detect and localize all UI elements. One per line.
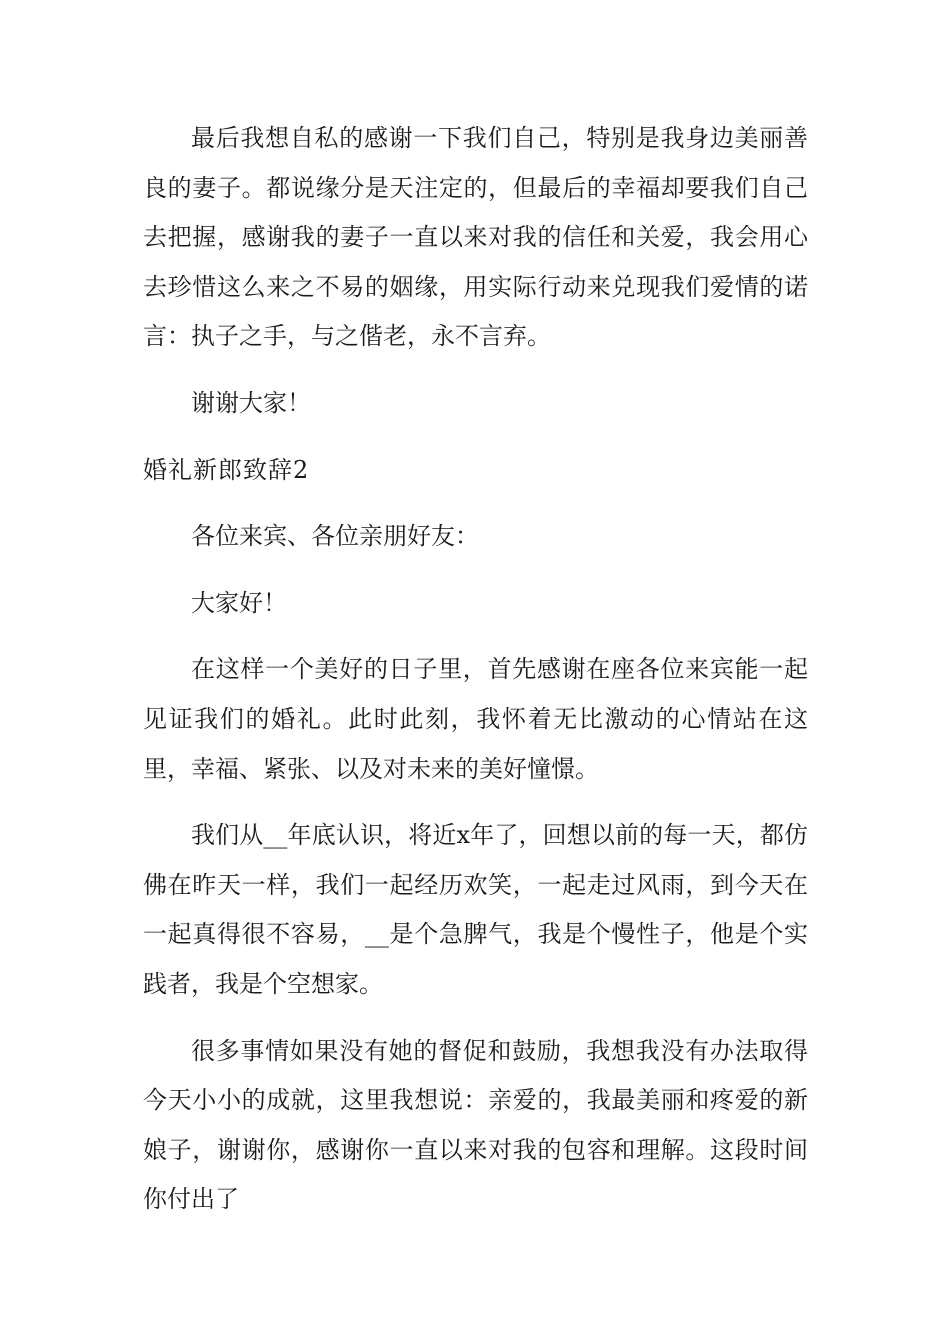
paragraph-gratitude-wife: 最后我想自私的感谢一下我们自己，特别是我身边美丽善良的妻子。都说缘分是天注定的，但最后的幸福却要我们自己去把握，感谢我的妻子一直以来对我的信任和关爱，我会用心去珍惜这么来之不易的姻缘，用实际行动来兑现我们爱情的诺言：执子之手，与之偕老，永不言弃。 (143, 124, 808, 351)
paragraph-welcome: 在这样一个美好的日子里，首先感谢在座各位来宾能一起见证我们的婚礼。此时此刻，我怀着无比激动的心情站在这里，幸福、紧张、以及对未来的美好憧憬。 (143, 655, 808, 783)
paragraph-thanks: 谢谢大家！ (191, 388, 311, 417)
paragraph-encouragement: 很多事情如果没有她的督促和鼓励，我想我没有办法取得今天小小的成就，这里我想说：亲爱的，我最美丽和疼爱的新娘子，谢谢你，感谢你一直以来对我的包容和理解。这段时间你付出了 (143, 1036, 808, 1214)
section-heading: 婚礼新郎致辞2 (143, 455, 310, 484)
document-body (143, 114, 808, 1242)
paragraph-hello: 大家好！ (191, 588, 287, 617)
paragraph-greeting-guests: 各位来宾、各位亲朋好友： (191, 522, 479, 551)
paragraph-memories: 我们从__年底认识，将近x年了，回想以前的每一天，都仿佛在昨天一样，我们一起经历欢笑，一起走过风雨，到今天在一起真得很不容易，__是个急脾气，我是个慢性子，他是个实践者，我是个空想家。 (143, 821, 808, 998)
